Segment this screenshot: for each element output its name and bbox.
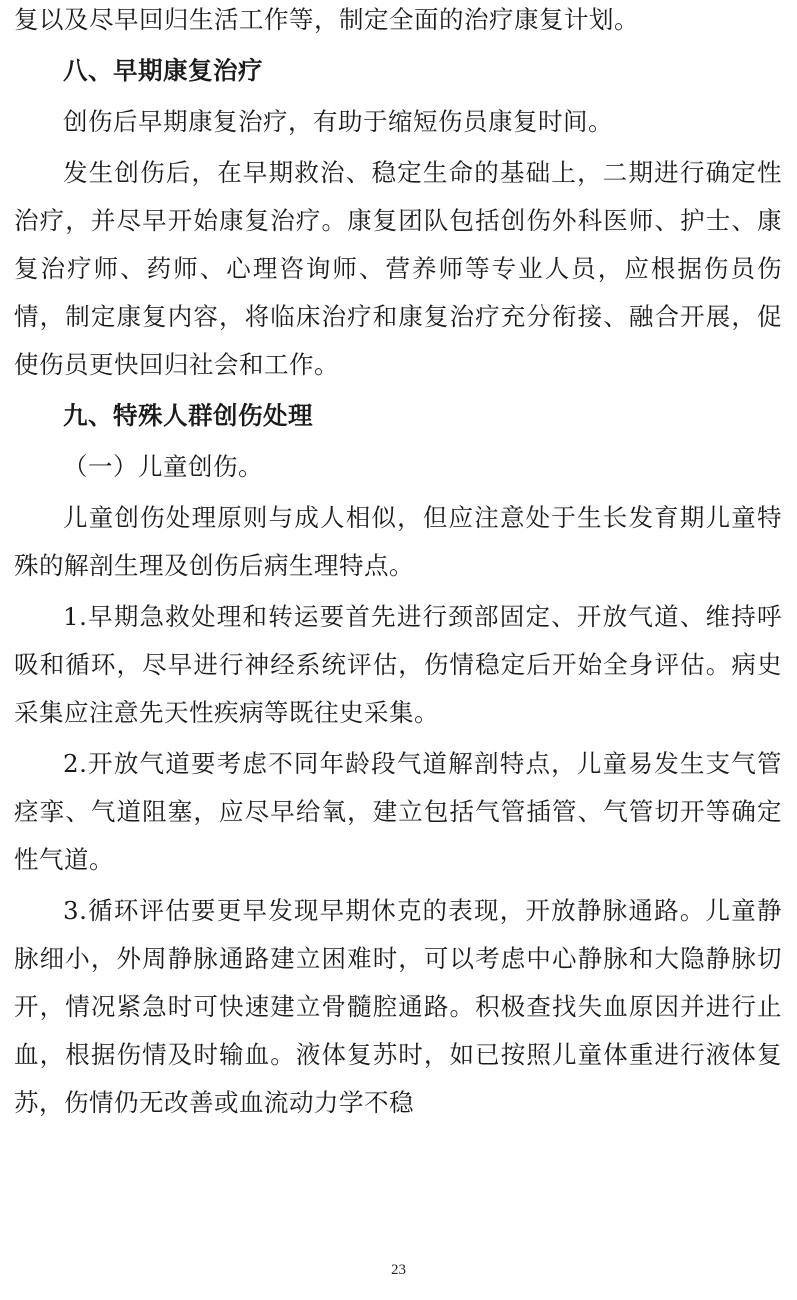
list-item: 2.开放气道要考虑不同年龄段气道解剖特点，儿童易发生支气管痉挛、气道阻塞，应尽早给氧，建立包括气管插管、气管切开等确定性气道。 bbox=[14, 749, 782, 874]
list-item: 1.早期急救处理和转运要首先进行颈部固定、开放气道、维持呼吸和循环，尽早进行神经系统评估，伤情稳定后开始全身评估。病史采集应注意先天性疾病等既往史采集。 bbox=[14, 602, 782, 727]
paragraph: 发生创伤后，在早期救治、稳定生命的基础上，二期进行确定性治疗，并尽早开始康复治疗。康复团队包括创伤外科医师、护士、康复治疗师、药师、心理咨询师、营养师等专业人员，应根据伤员伤情，制定康复内容，将临床治疗和康复治疗充分衔接、融合开展，促使伤员更快回归社会和工作。 bbox=[14, 158, 782, 379]
paragraph: 创伤后早期康复治疗，有助于缩短伤员康复时间。 bbox=[63, 107, 613, 136]
section-heading-9: 九、特殊人群创伤处理 bbox=[63, 401, 313, 430]
paragraph-continuation: 复以及尽早回归生活工作等，制定全面的治疗康复计划。 bbox=[14, 5, 639, 34]
paragraph: 儿童创伤处理原则与成人相似，但应注意处于生长发育期儿童特殊的解剖生理及创伤后病生理特点。 bbox=[14, 503, 782, 580]
document-page bbox=[14, 0, 782, 1130]
section-heading-8: 八、早期康复治疗 bbox=[63, 56, 263, 85]
list-item: 3.循环评估要更早发现早期休克的表现，开放静脉通路。儿童静脉细小，外周静脉通路建立困难时，可以考虑中心静脉和大隐静脉切开，情况紧急时可快速建立骨髓腔通路。积极查找失血原因并进行止血，根据伤情及时输血。液体复苏时，如已按照儿童体重进行液体复苏，伤情仍无改善或血流动力学不稳 bbox=[14, 896, 782, 1117]
subsection-heading: （一）儿童创伤。 bbox=[63, 452, 263, 481]
page-number: 23 bbox=[391, 1262, 406, 1278]
